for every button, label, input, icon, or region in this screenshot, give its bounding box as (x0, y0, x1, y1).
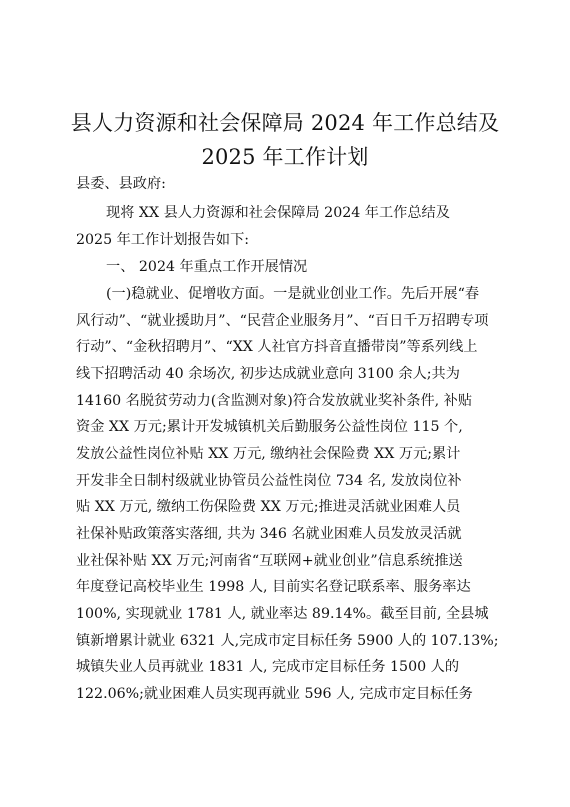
section-heading: 一、 2024 年重点工作开展情况 (106, 259, 308, 275)
body-line: 城镇失业人员再就业 1831 人, 完成市定目标任务 1500 人的 (76, 659, 460, 675)
body-line: 14160 名脱贫劳动力(含监测对象)符合发放就业奖补条件, 补贴 (76, 393, 473, 409)
body-line: 100%, 实现就业 1781 人, 就业率达 89.14%。截至目前, 全县城 (76, 606, 489, 622)
body-line: 风行动”、“就业援助月”、“民营企业服务月”、“百日千万招聘专项 (76, 313, 489, 329)
body-line: 贴 XX 万元, 缴纳工伤保险费 XX 万元;推进灵活就业困难人员 (76, 499, 461, 515)
body-line: 镇新增累计就业 6321 人,完成市定目标任务 5900 人的 107.13%; (76, 633, 499, 649)
body-line: 发放公益性岗位补贴 XX 万元, 缴纳社会保险费 XX 万元;累计 (76, 446, 461, 462)
body-line: 年度登记高校毕业生 1998 人, 目前实名登记联系率、服务率达 (76, 579, 471, 595)
body-line: 业社保补贴 XX 万元;河南省“互联网+就业创业”信息系统推送 (76, 553, 463, 569)
document-title-line-2: 2025 年工作计划 (201, 145, 369, 169)
body-line: (一)稳就业、促增收方面。一是就业创业工作。先后开展“春 (106, 286, 480, 302)
body-line: 122.06%;就业困难人员实现再就业 596 人, 完成市定目标任务 (76, 686, 473, 702)
body-line: 线下招聘活动 40 余场次, 初步达成就业意向 3100 余人;共为 (76, 366, 460, 382)
document-title-line-1: 县人力资源和社会保障局 2024 年工作总结及 (70, 111, 500, 135)
body-line: 资金 XX 万元;累计开发城镇机关后勤服务公益性岗位 115 个, (76, 419, 463, 435)
body-line: 开发非全日制村级就业协管员公益性岗位 734 名, 发放岗位补 (76, 473, 462, 489)
body-line: 行动”、“金秋招聘月”、“XX 人社官方抖音直播带岗”等系列线上 (76, 339, 478, 355)
addressee: 县委、县政府: (76, 176, 166, 192)
body-line: 社保补贴政策落实落细, 共为 346 名就业困难人员发放灵活就 (76, 526, 462, 542)
intro-line-1: 现将 XX 县人力资源和社会保障局 2024 年工作总结及 (106, 205, 450, 221)
intro-line-2: 2025 年工作计划报告如下: (76, 232, 250, 248)
